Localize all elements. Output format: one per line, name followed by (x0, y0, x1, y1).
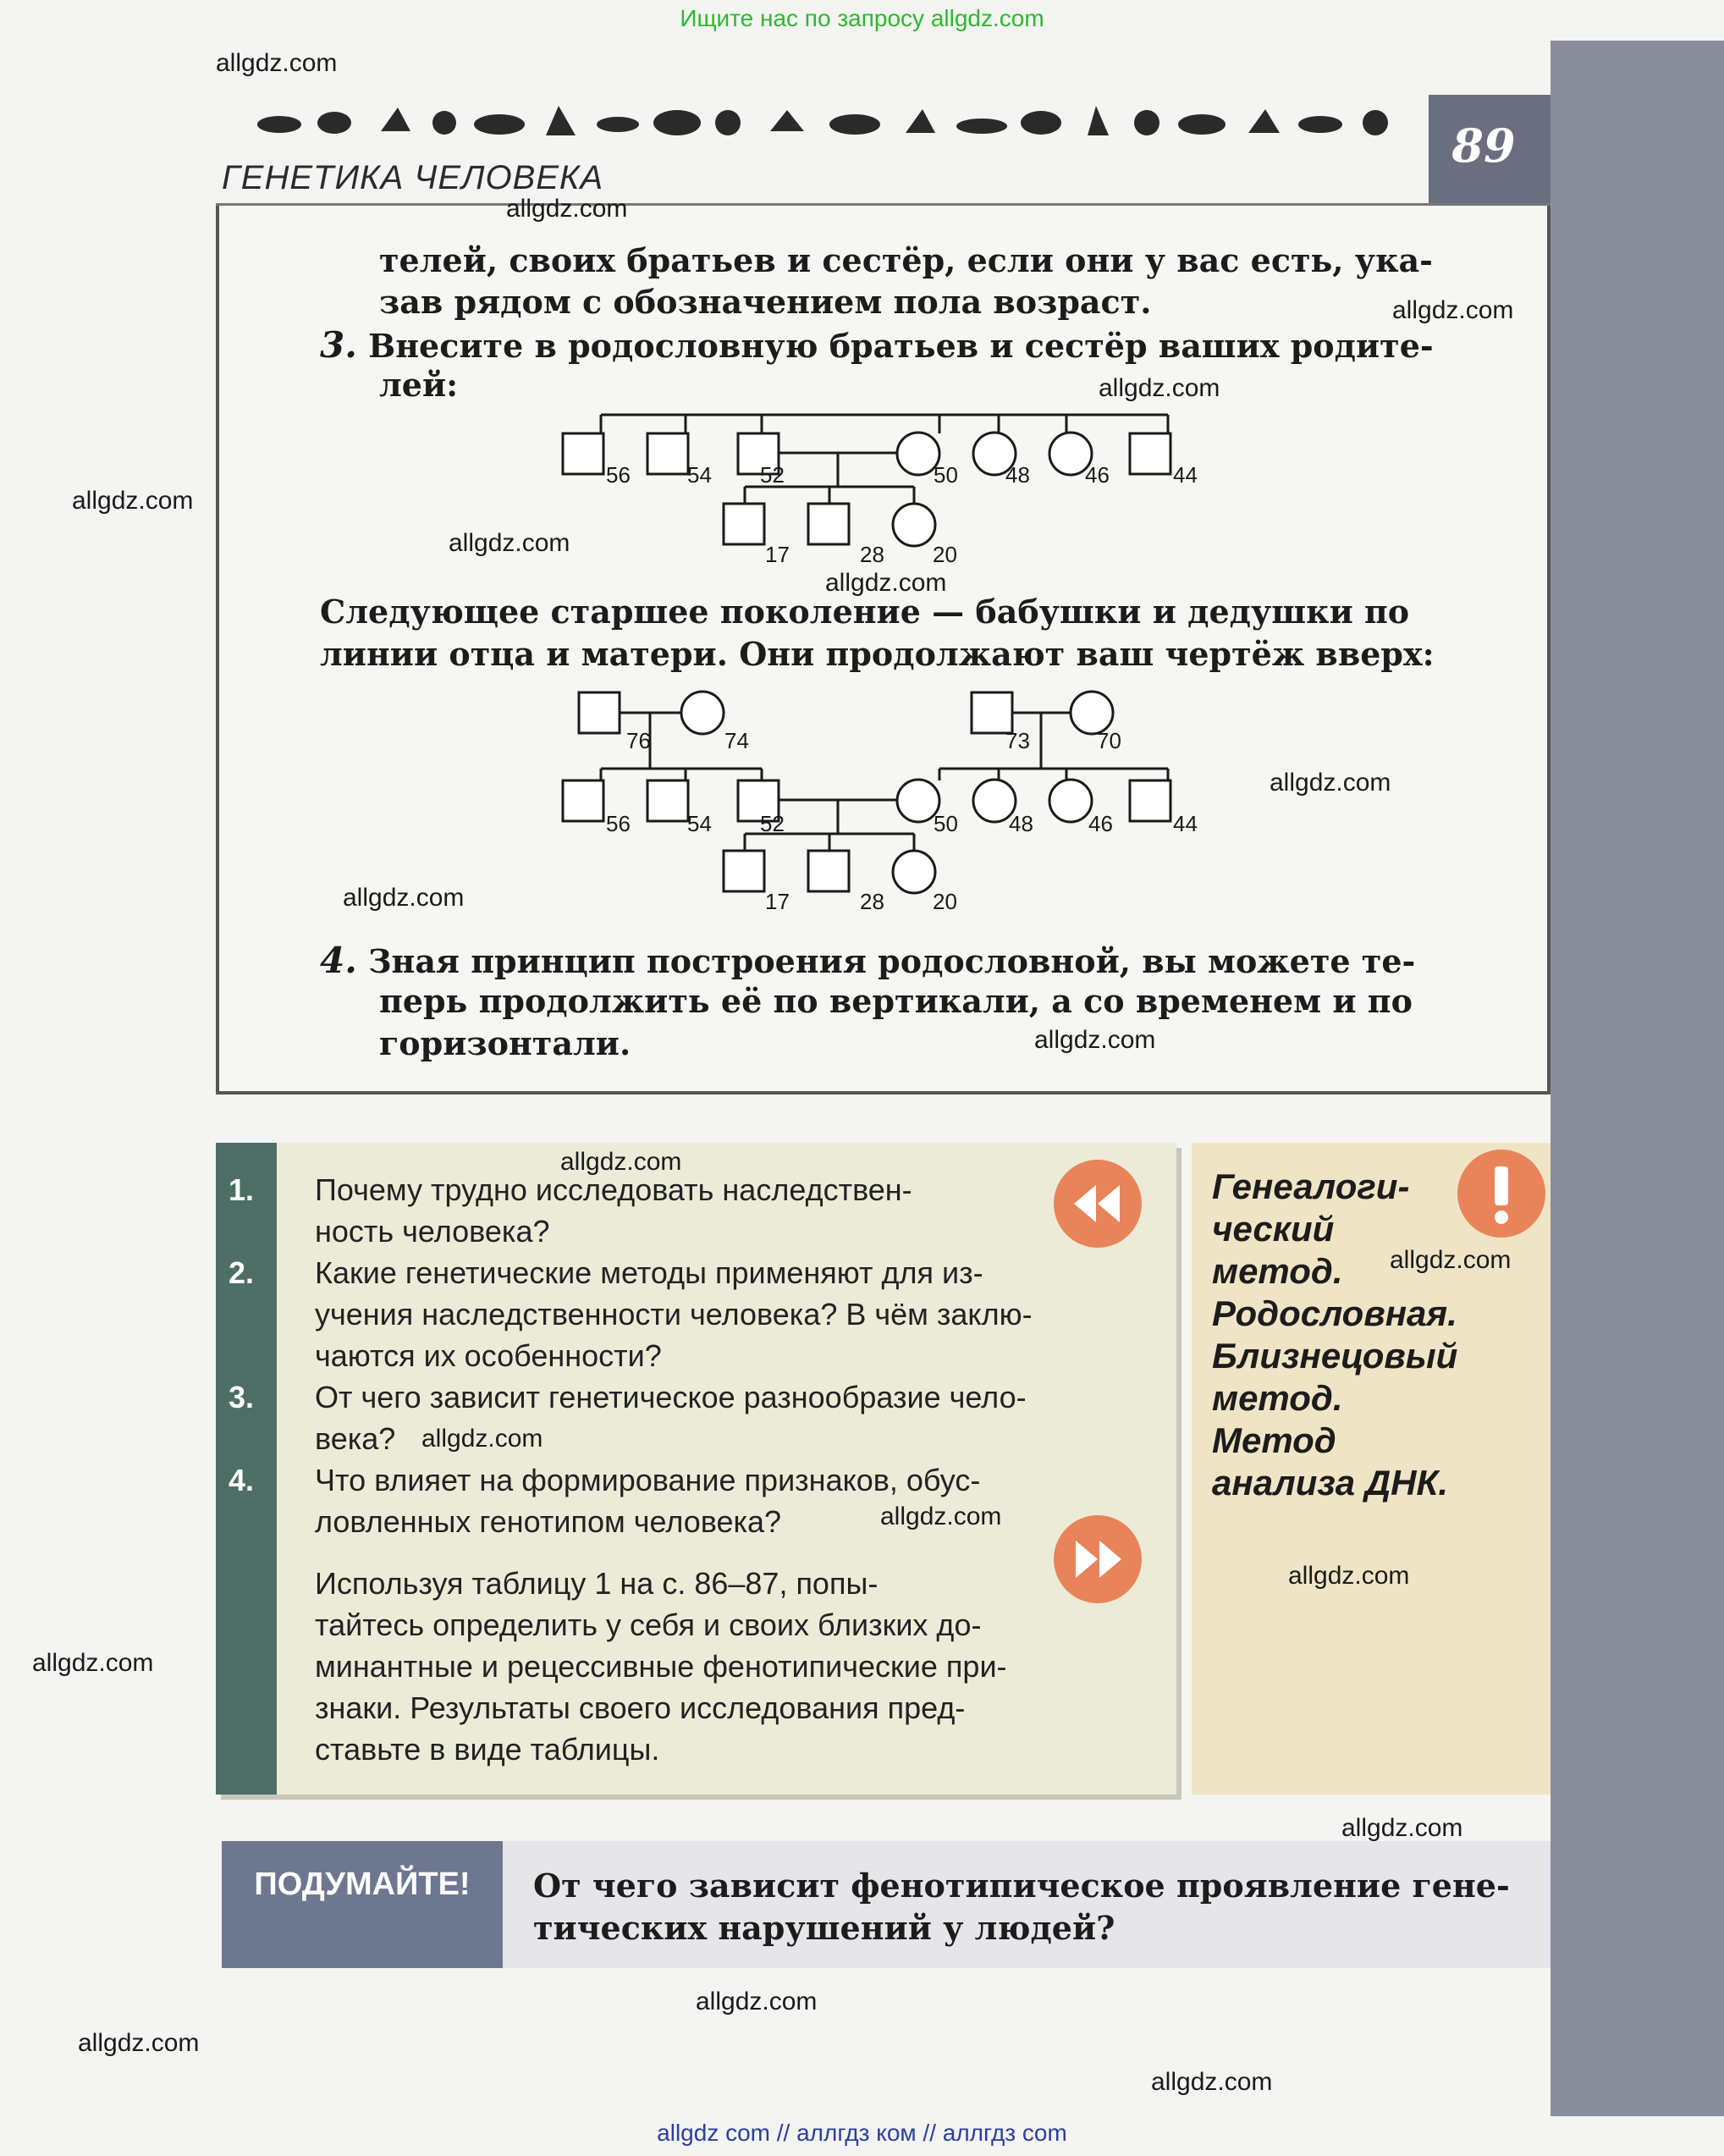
task-line: телей, своих братьев и сестёр, если они у вас есть, ука- (379, 241, 1433, 279)
question-line: учения наследственности человека? В чём заклю- (315, 1297, 1033, 1332)
question-line: Что влияет на формирование признаков, обус- (315, 1463, 981, 1497)
age-label: 54 (687, 462, 712, 488)
watermark: allgdz.com (343, 884, 465, 912)
item-number: 3. (320, 324, 357, 366)
task-text-line: знаки. Результаты своего исследования пред- (315, 1690, 966, 1725)
pedigree-male (563, 433, 603, 474)
question-line: века? (315, 1421, 396, 1456)
bottom-note: allgdz com // аллгдз ком // аллгдз com (657, 2120, 1067, 2146)
think-line: тических нарушений у людей? (533, 1909, 1115, 1947)
question-number: 1. (229, 1172, 255, 1207)
top-search-note[interactable]: Ищите нас по запросу allgdz.com (680, 5, 1044, 31)
key-term-line: Генеалоги- (1212, 1166, 1410, 1206)
watermark: allgdz.com (1099, 374, 1220, 402)
age-label: 46 (1088, 811, 1113, 836)
task-line: перь продолжить её по вертикали, а со временем и по (379, 982, 1413, 1020)
task-item-4 (320, 940, 1415, 981)
watermark: allgdz.com (1390, 1246, 1512, 1274)
exclamation-icon (1457, 1150, 1545, 1238)
pedigree-male (579, 692, 620, 733)
watermark: allgdz.com (421, 1425, 543, 1453)
page-side-bar (1550, 41, 1724, 2116)
pedigree-male (647, 433, 688, 474)
question-line: Почему трудно исследовать наследствен- (315, 1172, 912, 1207)
age-label: 50 (934, 462, 958, 488)
key-term-line: метод. (1212, 1251, 1343, 1291)
item-text: Внесите в родословную братьев и сестёр ваших родите- (368, 327, 1434, 365)
age-label: 56 (606, 462, 631, 488)
age-label: 73 (1005, 728, 1030, 753)
watermark: allgdz.com (880, 1503, 1002, 1530)
age-label: 50 (934, 811, 958, 836)
key-term-line: Близнецовый (1212, 1336, 1458, 1376)
key-term-line: ческий (1212, 1209, 1335, 1249)
key-term-line: анализа ДНК. (1212, 1463, 1448, 1503)
watermark: allgdz.com (449, 529, 570, 557)
pedigree-male (1130, 780, 1170, 821)
question-line: ловленных генотипом человека? (315, 1504, 782, 1539)
age-label: 28 (860, 889, 884, 914)
watermark: allgdz.com (1341, 1814, 1463, 1842)
key-term-line: метод. (1212, 1378, 1343, 1418)
pedigree-male (563, 780, 603, 821)
item-number: 4. (320, 940, 357, 981)
task-text-line: минантные и рецессивные фенотипические при- (315, 1649, 1007, 1684)
question-number: 4. (229, 1463, 255, 1497)
age-label: 76 (626, 728, 651, 753)
task-line: зав рядом с обозначением пола возраст. (379, 283, 1152, 321)
age-label: 48 (1005, 462, 1030, 488)
pedigree-male (647, 780, 688, 821)
age-label: 48 (1009, 811, 1033, 836)
question-line: Какие генетические методы применяют для из- (315, 1255, 983, 1290)
question-number: 3. (229, 1380, 255, 1414)
watermark: allgdz.com (78, 2029, 200, 2057)
watermark: allgdz.com (1392, 296, 1514, 324)
age-label: 28 (860, 542, 884, 567)
age-label: 20 (933, 542, 957, 567)
think-label: ПОДУМАЙТЕ! (222, 1841, 503, 1968)
item-text: Зная принцип построения родословной, вы можете те- (368, 942, 1416, 980)
question-number: 2. (229, 1255, 255, 1290)
pedigree-female (1049, 780, 1092, 822)
age-label: 52 (760, 462, 785, 488)
age-label: 70 (1097, 728, 1121, 753)
page-number: 89 (1451, 119, 1516, 173)
age-label: 20 (933, 889, 957, 914)
think-line: От чего зависит фенотипическое проявление гене- (533, 1867, 1510, 1905)
question-line: ность человека? (315, 1214, 550, 1249)
animal-silhouette-strip (254, 97, 1405, 148)
watermark: allgdz.com (825, 569, 947, 597)
pedigree-male (724, 851, 764, 891)
watermark: allgdz.com (1270, 769, 1391, 797)
pedigree-male (808, 851, 849, 891)
pedigree-female (893, 851, 935, 893)
question-line: чаются их особенности? (315, 1338, 662, 1373)
task-item-3 (320, 324, 1434, 366)
age-label: 46 (1085, 462, 1110, 488)
pedigree-male (1130, 433, 1170, 474)
fast-forward-icon (1054, 1515, 1142, 1603)
pedigree-male (972, 692, 1012, 733)
question-line: От чего зависит генетическое разнообразие чело- (315, 1380, 1027, 1414)
age-label: 44 (1173, 811, 1198, 836)
age-label: 44 (1173, 462, 1198, 488)
watermark: allgdz.com (1151, 2068, 1273, 2096)
pedigree-female (681, 692, 724, 734)
watermark: allgdz.com (32, 1649, 154, 1677)
watermark: allgdz.com (506, 195, 628, 223)
pedigree-male (808, 504, 849, 544)
age-label: 74 (724, 728, 749, 753)
rewind-icon (1054, 1160, 1142, 1248)
age-label: 17 (765, 542, 790, 567)
task-line: Следующее старшее поколение — бабушки и дедушки по (320, 593, 1410, 631)
age-label: 56 (606, 811, 631, 836)
age-label: 52 (760, 811, 785, 836)
task-line: горизонтали. (379, 1024, 631, 1062)
task-text-line: Используя таблицу 1 на с. 86–87, попы- (315, 1566, 879, 1601)
pedigree-female (893, 504, 935, 546)
key-term-line: Метод (1212, 1420, 1336, 1460)
section-title: ГЕНЕТИКА ЧЕЛОВЕКА (222, 159, 604, 196)
task-line: линии отца и матери. Они продолжают ваш чертёж вверх: (320, 635, 1435, 673)
age-label: 17 (765, 889, 790, 914)
watermark: allgdz.com (216, 49, 338, 77)
key-term-line: Родословная. (1212, 1293, 1457, 1333)
watermark: allgdz.com (1034, 1026, 1156, 1054)
watermark: allgdz.com (1288, 1562, 1410, 1590)
task-text-line: тайтесь определить у себя и своих близких до- (315, 1607, 982, 1642)
watermark: allgdz.com (696, 1988, 818, 2015)
watermark: allgdz.com (560, 1148, 682, 1176)
watermark: allgdz.com (72, 487, 194, 515)
age-label: 54 (687, 811, 712, 836)
pedigree-male (724, 504, 764, 544)
task-text-line: ставьте в виде таблицы. (315, 1732, 660, 1767)
task-line: лей: (379, 366, 459, 404)
